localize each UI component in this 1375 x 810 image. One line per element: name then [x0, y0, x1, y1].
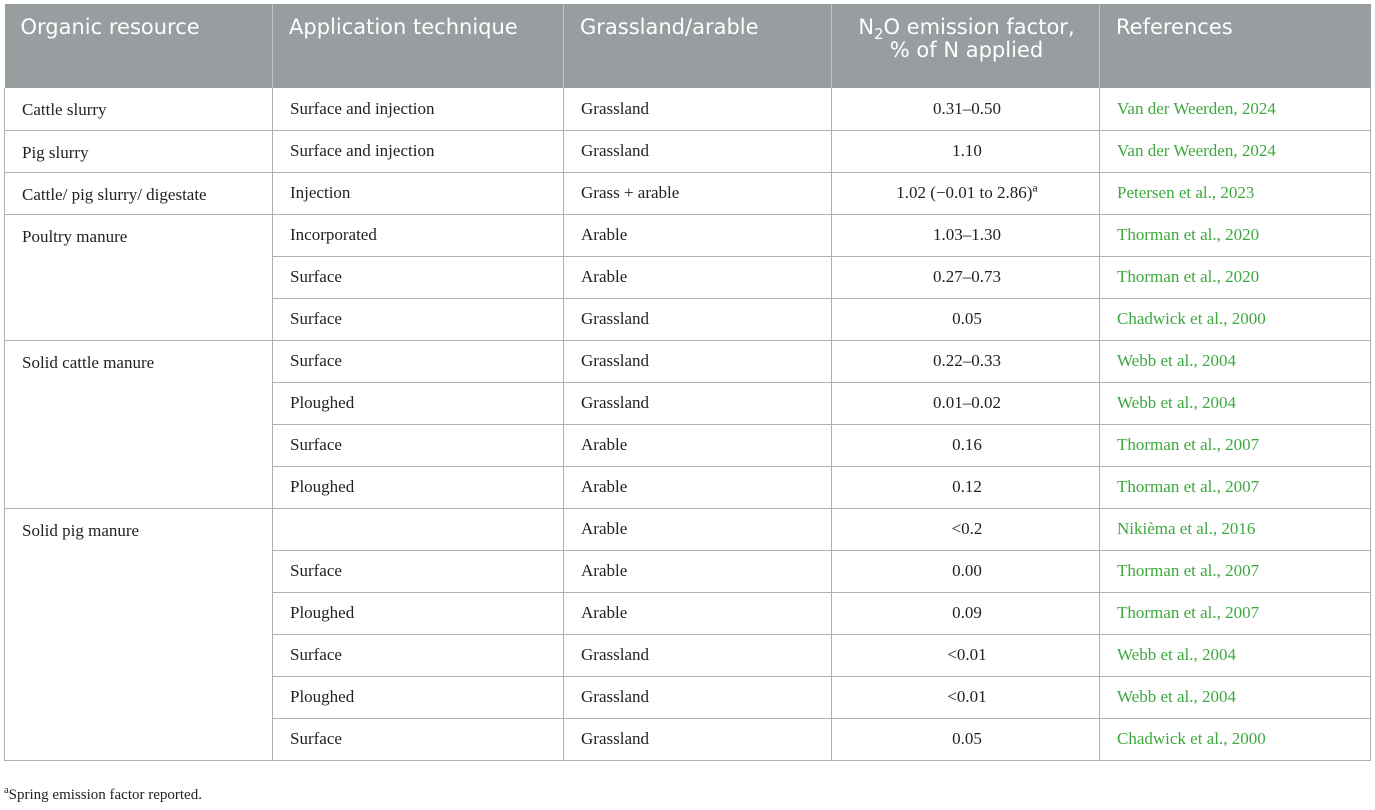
application-technique-cell: Ploughed: [273, 382, 564, 424]
emission-factor-cell: [832, 592, 1100, 634]
emission-factor-cell: [832, 466, 1100, 508]
table-row: [5, 340, 1371, 382]
emission-factor-cell: [832, 718, 1100, 760]
emission-factor-cell: [832, 214, 1100, 256]
organic-resource-cell: Pig slurry: [5, 130, 273, 172]
application-technique-cell: Ploughed: [273, 676, 564, 718]
reference-cell: Webb et al., 2004: [1100, 340, 1371, 382]
land-use-cell: Arable: [564, 466, 832, 508]
emission-factor-value: 1.10: [952, 141, 982, 160]
application-technique-cell: Surface and injection: [273, 130, 564, 172]
reference-cell: Petersen et al., 2023: [1100, 172, 1371, 214]
emission-factor-value: 1.03–1.30: [933, 225, 1001, 244]
reference-cell: Webb et al., 2004: [1100, 382, 1371, 424]
organic-resource-cell: Cattle/ pig slurry/ digestate: [5, 172, 273, 214]
land-use-cell: Grassland: [564, 718, 832, 760]
reference-cell: Van der Weerden, 2024: [1100, 88, 1371, 130]
land-use-cell: Grassland: [564, 382, 832, 424]
emission-factor-value: 0.01–0.02: [933, 393, 1001, 412]
application-technique-cell: Surface: [273, 424, 564, 466]
land-use-cell: Arable: [564, 550, 832, 592]
land-use-cell: Grassland: [564, 676, 832, 718]
emission-factor-cell: [832, 382, 1100, 424]
emission-factor-cell: [832, 340, 1100, 382]
table-row: [5, 172, 1371, 214]
emission-factor-value: <0.2: [951, 519, 983, 538]
header-ef-subscript: 2: [874, 26, 884, 44]
application-technique-cell: Ploughed: [273, 592, 564, 634]
table-header: [5, 4, 1371, 88]
emission-factor-cell: [832, 634, 1100, 676]
emission-factor-cell: [832, 298, 1100, 340]
reference-cell: Thorman et al., 2007: [1100, 424, 1371, 466]
reference-cell: Webb et al., 2004: [1100, 634, 1371, 676]
header-organic-resource: Organic resource: [5, 4, 273, 88]
land-use-cell: Arable: [564, 214, 832, 256]
table-row: [5, 508, 1371, 550]
header-application-technique: Application technique: [273, 4, 564, 88]
emission-factor-value: 0.12: [952, 477, 982, 496]
land-use-cell: Arable: [564, 424, 832, 466]
table-body: [5, 88, 1371, 760]
land-use-cell: Grassland: [564, 298, 832, 340]
land-use-cell: Grassland: [564, 88, 832, 130]
table-row: [5, 130, 1371, 172]
reference-cell: Van der Weerden, 2024: [1100, 130, 1371, 172]
application-technique-cell: Surface and injection: [273, 88, 564, 130]
emission-factor-value: 0.05: [952, 729, 982, 748]
land-use-cell: Arable: [564, 592, 832, 634]
application-technique-cell: Ploughed: [273, 466, 564, 508]
emission-factor-value: <0.01: [947, 645, 987, 664]
footnote: [4, 787, 202, 804]
reference-cell: Thorman et al., 2020: [1100, 214, 1371, 256]
emission-factor-value: 0.31–0.50: [933, 98, 1001, 118]
application-technique-cell: Surface: [273, 256, 564, 298]
header-ef-rest: O emission factor, % of N applied: [883, 15, 1075, 62]
reference-cell: Thorman et al., 2007: [1100, 592, 1371, 634]
reference-cell: Nikièma et al., 2016: [1100, 508, 1371, 550]
emission-factor-cell: [832, 508, 1100, 550]
emission-factor-cell: [832, 424, 1100, 466]
land-use-cell: Arable: [564, 508, 832, 550]
reference-cell: Chadwick et al., 2000: [1100, 718, 1371, 760]
emission-factor-value: 1.02 (−0.01 to 2.86): [896, 183, 1033, 202]
organic-resource-cell: Solid cattle manure: [5, 340, 273, 508]
header-row: [5, 4, 1371, 88]
application-technique-cell: Surface: [273, 634, 564, 676]
reference-cell: Thorman et al., 2007: [1100, 466, 1371, 508]
emission-factor-value: 0.22–0.33: [933, 351, 1001, 370]
emission-factor-cell: [832, 88, 1100, 130]
footnote-marker: a: [4, 785, 9, 796]
organic-resource-cell: Poultry manure: [5, 214, 273, 340]
table-row: [5, 88, 1371, 130]
footnote-text: Spring emission factor reported.: [8, 787, 202, 803]
land-use-cell: Grassland: [564, 340, 832, 382]
emission-factor-value: 0.27–0.73: [933, 267, 1001, 286]
header-emission-factor: [832, 4, 1100, 88]
organic-resource-cell: Solid pig manure: [5, 508, 273, 760]
emission-factor-value: 0.00: [952, 561, 982, 580]
land-use-cell: Grassland: [564, 634, 832, 676]
application-technique-cell: [273, 508, 564, 550]
organic-resource-cell: Cattle slurry: [5, 88, 273, 130]
emission-factor-cell: [832, 550, 1100, 592]
application-technique-cell: Incorporated: [273, 214, 564, 256]
emission-factor-cell: [832, 172, 1100, 214]
header-ef-n: N: [858, 15, 875, 39]
application-technique-cell: Injection: [273, 172, 564, 214]
land-use-cell: Grassland: [564, 130, 832, 172]
emission-factor-cell: [832, 130, 1100, 172]
land-use-cell: Grass + arable: [564, 172, 832, 214]
land-use-cell: Arable: [564, 256, 832, 298]
reference-cell: Chadwick et al., 2000: [1100, 298, 1371, 340]
emission-factor-table: [4, 4, 1371, 761]
emission-factor-cell: [832, 676, 1100, 718]
reference-cell: Webb et al., 2004: [1100, 676, 1371, 718]
header-references: References: [1100, 4, 1371, 88]
reference-cell: Thorman et al., 2020: [1100, 256, 1371, 298]
application-technique-cell: Surface: [273, 718, 564, 760]
table-row: [5, 214, 1371, 256]
emission-factor-value: 0.09: [952, 603, 982, 622]
emission-factor-value: 0.16: [952, 435, 982, 454]
header-grassland-arable: Grassland/arable: [564, 4, 832, 88]
footnote-ref-marker: a: [1032, 180, 1038, 195]
emission-factor-value: <0.01: [947, 687, 987, 706]
application-technique-cell: Surface: [273, 340, 564, 382]
reference-cell: Thorman et al., 2007: [1100, 550, 1371, 592]
application-technique-cell: Surface: [273, 550, 564, 592]
application-technique-cell: Surface: [273, 298, 564, 340]
emission-factor-cell: [832, 256, 1100, 298]
emission-factor-value: 0.05: [952, 309, 982, 328]
